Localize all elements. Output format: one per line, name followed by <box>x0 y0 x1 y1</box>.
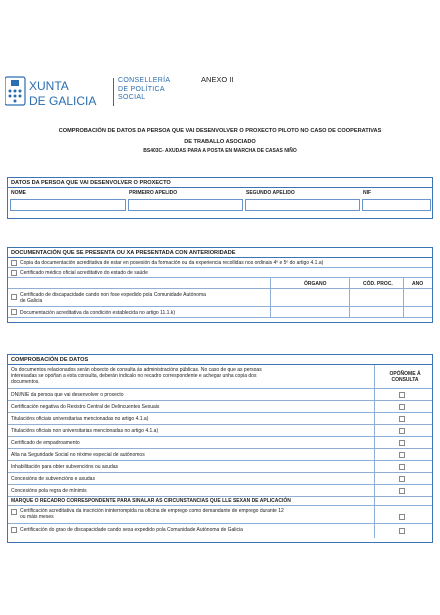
intro-line-2: interesadas se opoñan a esta consulta, deberán indicalo no recadro correspondente e achegar unha copia dos <box>11 373 257 379</box>
comprobacion-row <box>8 401 432 413</box>
doc-discapacidade-line-2: de Galicia <box>20 298 43 304</box>
comprobacion-row-label: DNI/NIE da persoa que vai desenvolver o proxecto <box>11 392 124 398</box>
extra-discapacidade-label: Certificación do grao de discapacidade cando sexa expedido pola Comunidade Autónoma de Galicia <box>20 527 243 533</box>
extra-emprego-line-1: Certificación acreditativa da inscrición ininterrompida na oficina de emprego como demandante de emprego durante 12 <box>20 508 284 514</box>
comprobacion-row-label: Certificación negativa do Rexistro Central de Delincuentes Sexuais <box>11 404 160 410</box>
comprobacion-row <box>8 413 432 425</box>
oponome-checkbox[interactable] <box>399 440 405 446</box>
comprobacion-row <box>8 485 432 497</box>
intro-line-1: Os documentos relacionados serán obxecto de consulta ás administracións públicas. No caso de que as persoas <box>11 367 262 373</box>
col-cod-proc: CÓD. PROC. <box>363 281 393 287</box>
comprobacion-section <box>7 354 433 543</box>
anexo-label: ANEXO II <box>201 75 234 84</box>
comprobacion-intro-row <box>8 365 432 389</box>
comprobacion-row-label: Alta na Seguridade Social no réxime especial de autónomos <box>11 452 145 458</box>
comprobacion-row-label: Certificado de empadroamento <box>11 440 80 446</box>
nif-input[interactable] <box>362 199 431 211</box>
comprobacion-row <box>8 437 432 449</box>
consellaria-label <box>118 77 170 103</box>
doc-discapacidade-checkbox[interactable] <box>11 294 17 300</box>
comprobacion-row-label: Concesións pola regra de mínimis <box>11 488 87 494</box>
logo-text-galicia: DE GALICIA <box>29 94 97 108</box>
comprobacion-intro-text <box>11 367 371 385</box>
label-primeiro-apelido: PRIMEIRO APELIDO <box>129 190 178 196</box>
oponome-line-1: OPÓÑOME Á <box>389 371 421 377</box>
document-subtitle: BS403C- AXUDAS PARA A POSTA EN MARCHA DE CASAS NIÑO <box>143 148 297 154</box>
comprobacion-row <box>8 461 432 473</box>
title-line-2: DE TRABALLO ASOCIADO <box>184 139 256 145</box>
doc-row-discapacidade <box>8 289 432 307</box>
doc-certificado-medico-checkbox[interactable] <box>11 270 17 276</box>
marque-instruction: MARQUE O RECADRO CORRESPONDENTE PARA SINALAR AS CIRCUNSTANCIAS QUE LLE SEXAN DE APLICACIÓN <box>11 498 291 504</box>
doc-formacion-checkbox[interactable] <box>11 260 17 266</box>
oponome-checkbox[interactable] <box>399 452 405 458</box>
comprobacion-row-label: Inhabilitación para obter subvencións ou axudas <box>11 464 119 470</box>
doc-condicion-checkbox[interactable] <box>11 309 17 315</box>
nome-input[interactable] <box>10 199 126 211</box>
xunta-logo <box>5 75 111 109</box>
doc-formacion-label: Copia da documentación acreditativa de estar en posesión da formación ou da experiencia recollidas nos ordinais 4º e 5º do artigo 4.1.a) <box>20 260 324 266</box>
comprobacion-row-label: Titulacións oficiais universitarias mencionadas no artigo 4.1.a) <box>11 416 149 422</box>
consellaria-line-3: SOCIAL <box>118 94 146 101</box>
extra-discapacidade-checkbox[interactable] <box>11 527 17 533</box>
datos-section-title: DATOS DA PERSOA QUE VAI DESENVOLVER O PROXECTO <box>8 178 432 188</box>
divider <box>349 278 350 318</box>
doc-condicion-label: Documentación acreditativa da condición establecida no artigo 11.1.k) <box>20 310 175 316</box>
oponome-checkbox[interactable] <box>399 428 405 434</box>
extra-row-emprego <box>8 506 432 524</box>
oponome-header <box>380 371 430 383</box>
oponome-checkbox[interactable] <box>399 476 405 482</box>
doc-discapacidade-label <box>20 292 206 304</box>
doc-certificado-medico-label: Certificado médico oficial acreditativo do estado de saúde <box>20 270 148 276</box>
oponome-checkbox[interactable] <box>399 464 405 470</box>
oponome-checkbox[interactable] <box>399 404 405 410</box>
doc-row-certificado-medico <box>8 268 432 278</box>
comprobacion-row <box>8 389 432 401</box>
doc-row-formacion <box>8 258 432 268</box>
intro-line-3: documentos. <box>11 379 40 385</box>
logo-divider <box>113 78 114 106</box>
documentacion-section <box>7 247 433 323</box>
col-ano: ANO <box>412 281 424 287</box>
extra-emprego-checkbox[interactable] <box>11 509 17 515</box>
extra-emprego-line-2: ou máis meses <box>20 514 54 520</box>
comprobacion-section-title: COMPROBACIÓN DE DATOS <box>8 355 432 365</box>
extra-emprego-oponome-checkbox[interactable] <box>399 514 405 520</box>
comprobacion-row <box>8 449 432 461</box>
segundo-apelido-input[interactable] <box>245 199 360 211</box>
title-line-1: COMPROBACIÓN DE DATOS DA PERSOA QUE VAI DESENVOLVER O PROXECTO PILOTO NO CASO DE COOPERATIVAS <box>58 128 382 134</box>
doc-row-condicion <box>8 307 432 318</box>
logo-text-xunta: XUNTA <box>29 79 69 93</box>
comprobacion-row <box>8 473 432 485</box>
divider <box>403 278 404 318</box>
marque-row <box>8 497 432 506</box>
oponome-checkbox[interactable] <box>399 392 405 398</box>
consellaria-line-2: DE POLÍTICA <box>118 85 165 93</box>
extra-discapacidade-oponome-checkbox[interactable] <box>399 528 405 534</box>
document-title <box>22 126 418 148</box>
divider <box>270 278 271 318</box>
extra-emprego-label <box>20 508 284 520</box>
doc-discapacidade-line-1: Certificado de discapacidade cando non fose expedido pola Comunidade Autónoma <box>20 292 206 298</box>
doc-table-header <box>8 278 432 289</box>
extra-row-discapacidade <box>8 524 432 538</box>
label-segundo-apelido: SEGUNDO APELIDO <box>246 190 295 196</box>
label-nif: NIF <box>363 190 372 196</box>
oponome-checkbox[interactable] <box>399 416 405 422</box>
col-organo: ÓRGANO <box>304 281 327 287</box>
label-nome: NOME <box>11 190 26 196</box>
primeiro-apelido-input[interactable] <box>128 199 243 211</box>
consellaria-line-1: CONSELLERÍA <box>118 77 171 84</box>
oponome-line-2: CONSULTA <box>391 377 419 383</box>
comprobacion-row <box>8 425 432 437</box>
oponome-checkbox[interactable] <box>399 488 405 494</box>
comprobacion-row-label: Concesións de subvencións e axudas <box>11 476 95 482</box>
datos-section <box>7 177 433 219</box>
documentacion-section-title: DOCUMENTACIÓN QUE SE PRESENTA OU XA PRESENTADA CON ANTERIORIDADE <box>8 248 432 258</box>
comprobacion-row-label: Titulacións oficiais non universitarias mencionadas no artigo 4.1.a) <box>11 428 159 434</box>
